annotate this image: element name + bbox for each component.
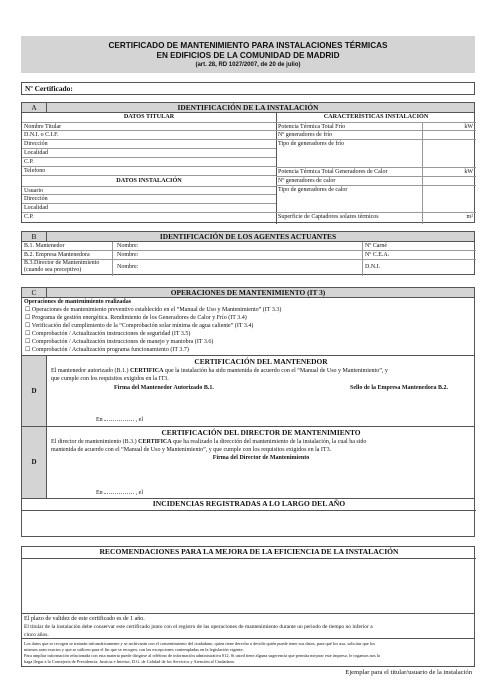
firma-director-label: Firma del Director de Mantenimiento <box>212 455 310 461</box>
cert-mantenedor-text: El mantenedor autorizado (B.1.) CERTIFICA que la instalación ha sido mantenida de acuerdo con el “Manual de Uso y Mantenimiento”, y <box>51 368 388 374</box>
titular-conservar-2: cinco años. <box>24 632 49 638</box>
field-superficie[interactable]: Superficie de Captadores solares térmicos m² <box>278 214 473 220</box>
unit-kw-calor: kW <box>464 169 473 175</box>
cert-director-letter: D <box>22 427 47 498</box>
op-item-preventivo[interactable]: ☐ Operaciones de mantenimiento preventivo establecido en el “Manual de Uso y Mantenimiento” (IT 3.3) <box>25 307 282 313</box>
titular-conservar: El titular de la instalación debe conservar este certificado junto con el registro de las operaciones de mantenimiento durante un periodo de tiempo no inferior a <box>24 624 373 630</box>
title-line-3: (art. 28, RD 1027/2007, de 20 de julio) <box>195 62 301 68</box>
section-a-title: IDENTIFICACIÓN DE LA INSTALACIÓN <box>177 103 319 112</box>
field-potencia-calor[interactable]: Potencia Térmica Total Generadores de Calor kW <box>276 168 476 177</box>
field-generadores-frio[interactable]: Nº generadores de frío <box>276 131 476 140</box>
op-item-manejo[interactable]: ☐ Comprobación / Actualización instrucciones de manejo y maniobra (IT 3.6) <box>25 339 214 345</box>
agent-row-mantenedor[interactable]: B.1. Mantenedor Nombre: Nº Carné <box>22 242 476 251</box>
validity-notes <box>21 614 475 639</box>
section-c-letter: C <box>22 288 47 297</box>
section-a-header <box>22 103 474 113</box>
section-b-title: IDENTIFICACIÓN DE LOS AGENTES ACTUANTES <box>159 232 337 241</box>
certificado-label: Nº Certificado: <box>25 84 73 93</box>
field-cp[interactable]: C.P. <box>22 158 276 167</box>
field-inst-localidad[interactable]: Localidad <box>22 204 276 213</box>
section-c <box>21 287 475 356</box>
field-direccion[interactable]: Dirección <box>22 140 276 149</box>
field-telefono[interactable]: Telefono <box>22 167 276 176</box>
unit-kw-frio: kW <box>464 124 473 130</box>
certificado-number-box[interactable] <box>21 82 475 95</box>
cert-director-box <box>21 427 475 499</box>
cert-mantenedor-title: CERTIFICACIÓN DEL MANTENEDOR <box>194 357 328 366</box>
op-item-gestion-energetica[interactable]: ☐ Programa de gestión energética. Rendimiento de los Generadores de Calor y Frío (IT 3.4) <box>25 315 247 321</box>
recomendaciones-title: RECOMENDACIONES PARA LA MEJORA DE LA EFICIENCIA DE LA INSTALACIÓN <box>99 547 399 556</box>
field-nombre-titular[interactable]: Nombre Titular <box>22 122 276 131</box>
section-a-letter: A <box>22 103 47 112</box>
agent-row-director[interactable]: B.3.Director de Mantenimiento (cuando sea preceptivo) Nombre: D.N.I. <box>24 260 381 273</box>
legal-line-2: mismos sean exactos y que se utilicen para el fin que se recogen, con las excepciones contempladas en la legislación vigente. <box>24 647 244 652</box>
op-item-solar[interactable]: ☐ Verificación del cumplimiento de la “Comprobación solar mínima de agua caliente” (IT 3.4) <box>25 323 254 329</box>
firma-mantenedor-lugar[interactable]: En , el <box>96 417 144 423</box>
firma-director-lugar[interactable]: En , el <box>96 490 144 496</box>
field-potencia-frio[interactable]: Potencia Térmica Total Frío kW <box>276 122 476 131</box>
section-b <box>21 231 475 275</box>
cert-director-text-2: mantenida de acuerdo con el “Manual de Uso y Mantenimiento”, y que cumple con los requisitos exigidos en la IT3. <box>51 447 332 453</box>
field-localidad[interactable]: Localidad <box>22 149 276 158</box>
legal-line-4: haga llegar a la Consejería de Presidencia, Justicia e Interior, D.G. de Calidad de los Servicios y Atención al Ciudadano. <box>24 659 235 664</box>
cert-mantenedor-box <box>21 356 475 427</box>
field-generadores-calor[interactable]: Nº generadores de calor <box>276 177 476 186</box>
recomendaciones-box[interactable] <box>21 546 475 614</box>
plazo-validez: El plazo de validez de este certificado es de 1 año. <box>24 616 145 622</box>
cert-mantenedor-letter: D <box>22 356 47 426</box>
legal-line-3: Para ampliar información relacionada con esta materia puede dirigirse al teléfono de información administrativa 012. Si usted tiene alguna sugerencia que permita mejorar este impreso, le rogamos nos la <box>24 653 381 658</box>
field-tipo-calor[interactable]: Tipo de generadores de calor <box>276 186 476 213</box>
datos-instalacion-heading: DATOS INSTALACIÓN <box>116 177 182 184</box>
unit-m2: m² <box>466 214 473 220</box>
cert-director-title: CERTIFICACIÓN DEL DIRECTOR DE MANTENIMIENTO <box>161 428 361 437</box>
field-usuario[interactable]: Usuario <box>22 186 276 195</box>
incidencias-title: INCIDENCIAS REGISTRADAS A LO LARGO DEL AÑO <box>152 499 346 508</box>
operaciones-subtitle: Operaciones de mantenimiento realizadas <box>24 299 132 305</box>
cert-director-text: El director de mantenimiento (B.3.) CERTIFICA que ha realizado la dirección del mantenimiento de la instalación, la cual ha sido <box>51 439 367 445</box>
cert-mantenedor-text-2: que cumple con los requisitos exigidos en la IT3. <box>51 376 169 382</box>
datos-titular-heading: DATOS TITULAR <box>123 113 175 120</box>
caracteristicas-heading: CARACTERÍSTICAS INSTALACIÓN <box>323 113 429 120</box>
ejemplar-label: Ejemplar para el titular/usuario de la instalación <box>345 669 472 676</box>
agent-row-empresa[interactable]: B.2. Empresa Mantenedora Nombre: Nº C.E.A. <box>22 251 476 260</box>
section-c-title: OPERACIONES DE MANTENIMIENTO (IT 3) <box>170 288 326 297</box>
field-inst-direccion[interactable]: Dirección <box>22 195 276 204</box>
firma-mantenedor-label: Firma del Mantenedor Autorizado B.1. <box>114 385 214 391</box>
title-line-2: EN EDIFICIOS DE LA COMUNIDAD DE MADRID <box>156 51 340 60</box>
sello-empresa-label: Sello de la Empresa Mantenedora B.2. <box>350 385 449 391</box>
section-b-letter: B <box>22 232 47 241</box>
title-line-1: CERTIFICADO DE MANTENIMIENTO PARA INSTALACIONES TÉRMICAS <box>108 41 388 50</box>
legal-line-1: Los datos que se recogen se tratarán informáticamente y se archivarán con el consentimiento del ciudadano, quien tiene derecho a decidir quién puede tener sus datos, para qué los usa, solicitar que los <box>24 641 375 646</box>
op-item-programa[interactable]: ☐ Comprobación / Actualización programa funcionamiento (IT 3.7) <box>25 347 189 353</box>
incidencias-box[interactable] <box>21 499 475 537</box>
op-item-seguridad[interactable]: ☐ Comprobación / Actualización instrucciones de seguridad (IT 3.5) <box>25 331 191 337</box>
field-tipo-frio[interactable]: Tipo de generadores de frío <box>276 140 476 168</box>
section-a <box>21 102 475 223</box>
legal-notice <box>21 639 475 667</box>
section-c-header <box>22 288 474 298</box>
section-b-header <box>22 232 474 242</box>
field-inst-cp[interactable]: C.P. <box>24 214 34 220</box>
field-dni[interactable]: D.N.I. o C.I.F. <box>22 131 276 140</box>
document-header <box>21 36 475 73</box>
